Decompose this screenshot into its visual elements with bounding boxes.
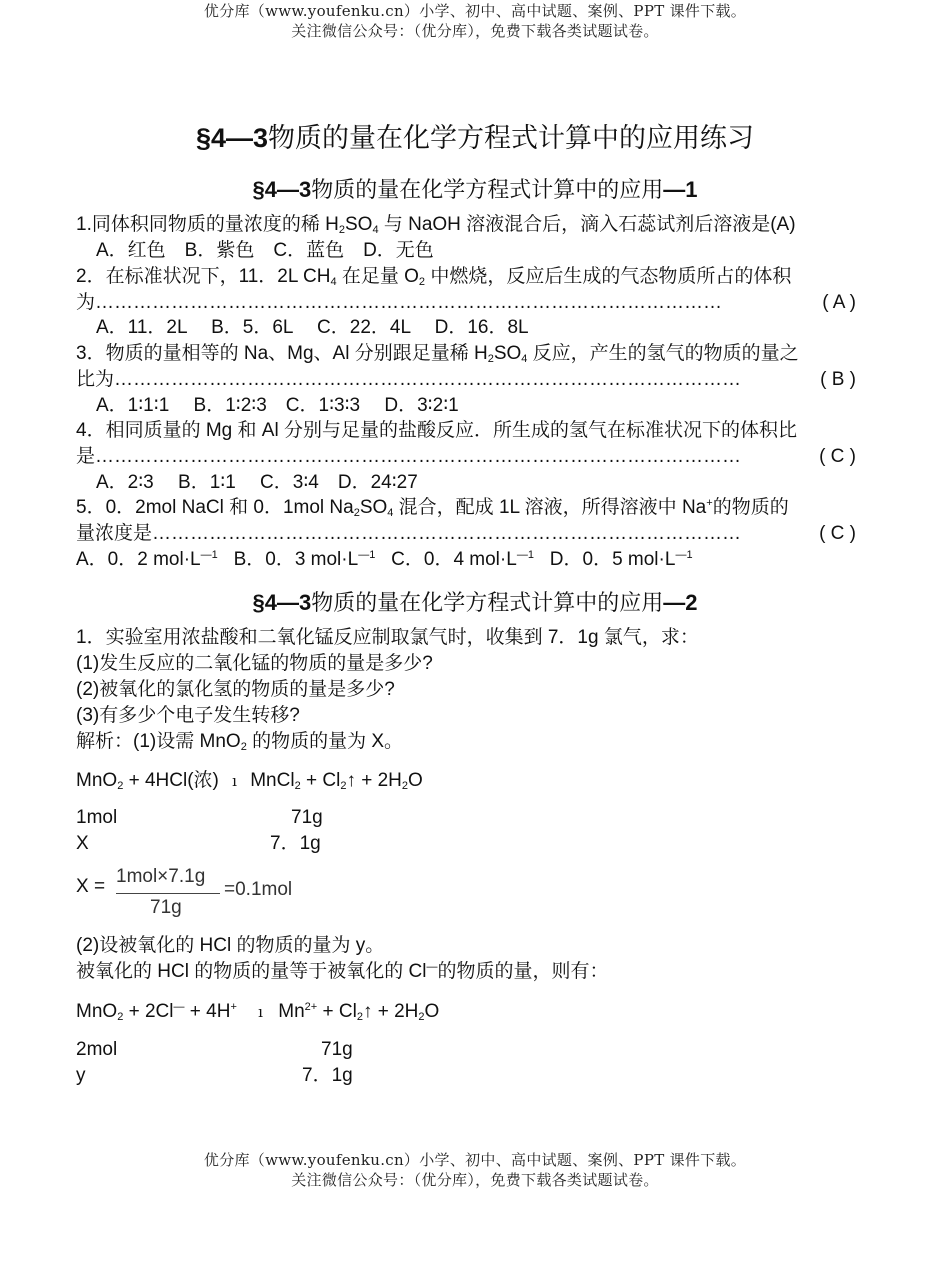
question-4-stem: 4．相同质量的 Mg 和 Al 分别与足量的盐酸反应．所生成的氢气在标准状况下的体积比 [76,420,797,441]
section-1-heading [0,173,950,204]
fraction-numerator: 1mol×7.1g [116,866,206,887]
q2-sub-d: 2 [418,276,426,288]
eq2-g: Mn [278,1001,305,1022]
reaction-arrow-icon: ı [258,1003,263,1021]
q2-sub-b: 4 [330,276,337,288]
eq2-h: 2+ [304,1001,318,1013]
eq2-i: + Cl [317,1001,357,1022]
eq2-f: + [230,1001,237,1013]
eq2-b: 2 [117,1011,124,1023]
row-3-right: 71g [321,1039,353,1060]
eq2-j: 2 [356,1011,363,1023]
row-3-left: 2mol [76,1039,118,1060]
page-title [0,116,950,155]
q5-text-g: 的物质的 [712,497,789,518]
q5-text-c: SO [359,497,388,518]
question-3-answer: ( B ) [820,369,856,390]
row-4-left: y [76,1065,86,1086]
eq1-e: 2 [294,780,301,792]
eq1-j: O [408,770,423,791]
question-1-options: A．红色 B．紫色 C．蓝色 D．无色 [96,240,434,261]
problem-1-sub-1: (1)发生反应的二氧化锰的物质的量是多少? [76,653,433,674]
question-3-options: A．1∶1∶1 B．1∶2∶3 C．1∶3∶3 D．3∶2∶1 [96,395,459,416]
q3-text-e: 反应，产生的氢气的物质的量之 [527,343,799,364]
fraction-result: =0.1mol [224,879,293,900]
q5-text-e: 混合，配成 1L 溶液，所得溶液中 Na [393,497,707,518]
analysis-sub-b: 2 [240,741,247,753]
problem-1-analysis [76,730,403,754]
problem-1-intro: 1．实验室用浓盐酸和二氧化锰反应制取氯气时，收集到 7．1g 氯气，求： [76,627,699,648]
q5-option-a: A．0．2 mol·L [76,549,201,570]
q5-text-a: 5．0．2mol NaCl 和 0．1mol Na [76,497,354,518]
section-1-suffix: —1 [663,177,698,202]
q1-text-a: 1.同体积同物质的量浓度的稀 H [76,214,339,235]
q5-option-c-exp: —1 [516,549,534,561]
eq1-a: MnO [76,770,118,791]
question-3-stem [76,342,799,366]
eq2-c: + 2Cl [123,1001,174,1022]
eq2-m: O [424,1001,440,1022]
q5-option-b: B．0．3 mol·L [233,549,359,570]
fraction-bar [116,893,220,894]
q5-option-d-exp: —1 [675,549,693,561]
reaction-arrow-icon: ı [232,772,237,790]
question-5-options [76,548,693,572]
footer-line-2: 关注微信公众号：（优分库），免费下载各类试题试卷。 [291,1171,659,1189]
question-4-dots: 是………………………………………………………………………………………… [76,446,742,467]
eq1-i: 2 [401,780,409,792]
part-2-text-2: 的物质的量，则有： [437,961,609,982]
q5-sub-b: 2 [353,507,360,519]
eq1-f: + Cl [300,770,341,791]
question-2-dots: 为……………………………………………………………………………………… [76,292,723,313]
title-prefix: §4—3 [195,123,269,153]
eq2-d: — [173,1001,185,1013]
question-2-stem [76,265,791,289]
question-1-stem [76,213,796,237]
q5-option-a-exp: —1 [200,549,218,561]
q5-option-b-exp: —1 [358,549,376,561]
eq2-a: MnO [76,1001,118,1022]
q2-text-e: 中燃烧，反应后生成的气态物质所占的体积 [425,266,792,287]
row-1-left: 1mol [76,807,118,828]
question-2-answer: ( A ) [822,292,856,313]
eq1-h: ↑ + 2H [346,770,402,791]
section-1-prefix: §4—3 [252,177,312,202]
row-2-left: X [76,833,89,854]
eq1-b: 2 [117,780,124,792]
section-2-suffix: —2 [663,590,698,615]
title-text: 物质的量在化学方程式计算中的应用练习 [268,123,755,153]
part-2-setup: (2)设被氧化的 HCl 的物质的量为 y。 [76,935,385,956]
equation-1 [76,769,423,793]
problem-1-sub-2: (2)被氧化的氯化氢的物质的量是多少? [76,679,395,700]
question-5-answer: ( C ) [819,523,856,544]
x-equals: X = [76,876,106,897]
question-5-stem [76,496,789,520]
q3-sub-d: 4 [521,353,528,365]
eq2-e: + 4H [184,1001,231,1022]
eq1-d: MnCl [250,770,295,791]
q2-text-a: 2．在标准状况下，11．2L CH [76,266,331,287]
q3-text-c: SO [493,343,522,364]
footer-line-1: 优分库（www.youfenku.cn）小学、初中、高中试题、案例、PPT 课件下载。 [203,1151,747,1169]
section-2-text: 物质的量在化学方程式计算中的应用 [311,590,664,615]
part-2-sup: — [426,961,438,973]
question-4-options: A．2∶3 B．1∶1 C．3∶4 D．24∶27 [96,472,418,493]
q5-option-c: C．0．4 mol·L [391,549,517,570]
row-2-right: 7．1g [270,833,321,854]
header-line-2: 关注微信公众号：（优分库），免费下载各类试题试卷。 [291,22,659,40]
q3-sub-b: 2 [487,353,494,365]
eq2-k: ↑ + 2H [362,1001,419,1022]
part-2-statement [76,960,608,984]
fraction-denominator: 71g [150,897,182,918]
q2-text-c: 在足量 O [336,266,419,287]
q5-sup-f: + [706,497,713,509]
q1-sub-b: 2 [338,224,345,236]
part-2-text-1: 被氧化的 HCl 的物质的量等于被氧化的 Cl [76,961,427,982]
q5-sub-d: 4 [387,507,394,519]
analysis-text-a: 解析：(1)设需 MnO [76,731,241,752]
section-1-text: 物质的量在化学方程式计算中的应用 [311,177,664,202]
eq1-g: 2 [340,780,347,792]
problem-1-sub-3: (3)有多少个电子发生转移? [76,705,300,726]
question-5-dots: 量浓度是………………………………………………………………………………… [76,523,742,544]
section-2-heading [0,586,950,617]
q1-sub-d: 4 [372,224,379,236]
eq2-l: 2 [418,1011,425,1023]
row-4-right: 7．1g [302,1065,353,1086]
section-2-prefix: §4—3 [252,590,312,615]
analysis-text-c: 的物质的量为 X。 [246,731,404,752]
equation-2 [76,1000,439,1024]
q1-text-c: SO [344,214,373,235]
question-3-dots: 比为……………………………………………………………………………………… [76,369,742,390]
q5-option-d: D．0．5 mol·L [549,549,676,570]
row-1-right: 71g [291,807,323,828]
header-line-1: 优分库（www.youfenku.cn）小学、初中、高中试题、案例、PPT 课件下载。 [203,2,747,20]
question-2-options: A．11．2L B．5．6L C．22．4L D．16．8L [96,317,529,338]
q3-text-a: 3．物质的量相等的 Na、Mg、Al 分别跟足量稀 H [76,343,488,364]
q1-text-e: 与 NaOH 溶液混合后，滴入石蕊试剂后溶液是(A) [378,214,796,235]
eq1-c: + 4HCl(浓) [123,770,219,791]
question-4-answer: ( C ) [819,446,856,467]
